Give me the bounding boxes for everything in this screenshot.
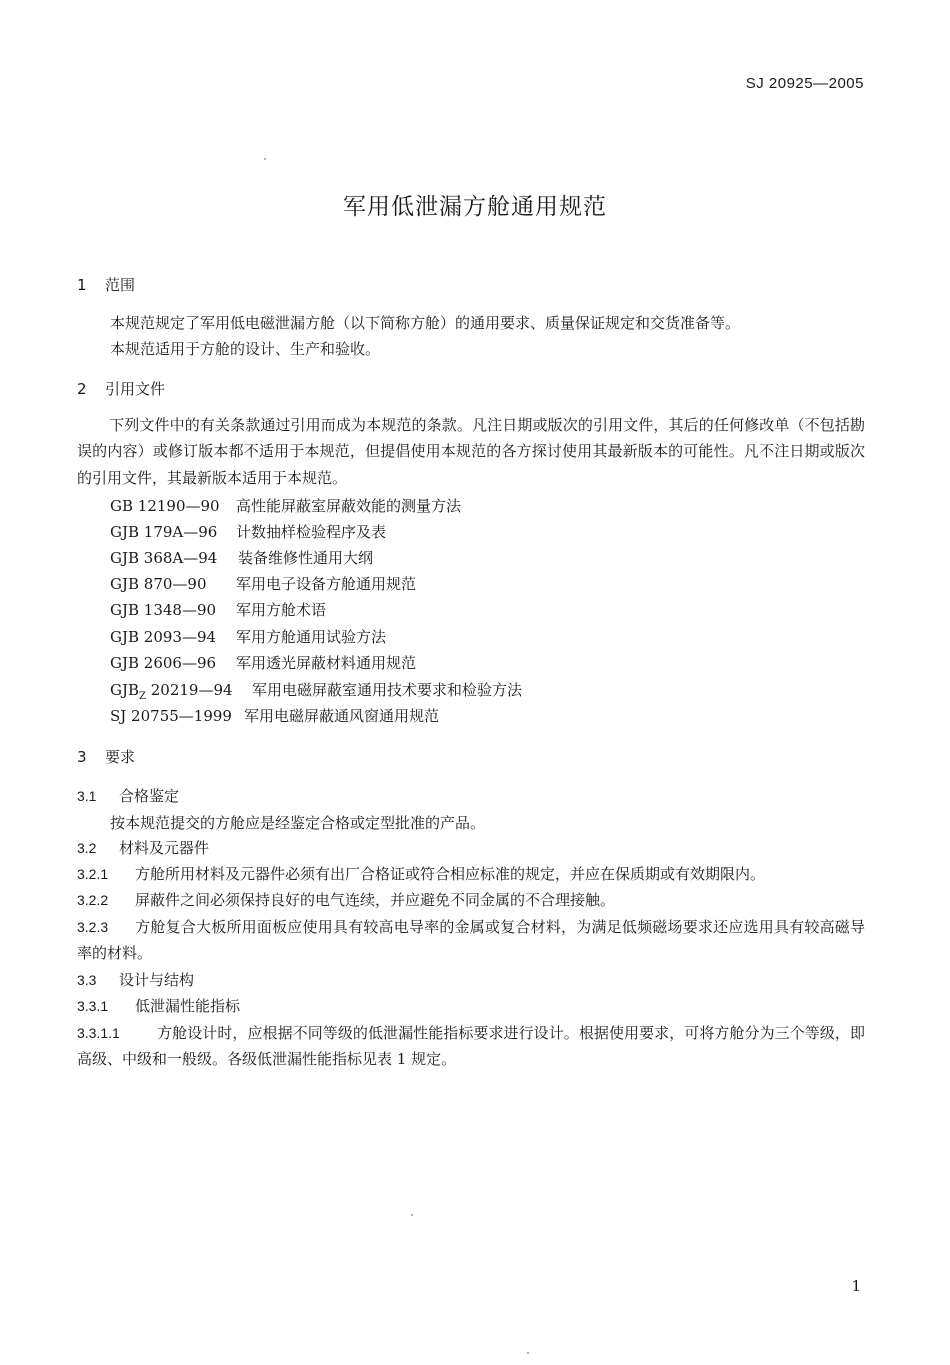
section-number: 3 bbox=[77, 748, 87, 766]
reference-item bbox=[110, 599, 326, 620]
reference-item bbox=[110, 652, 416, 673]
clause-3-2-3 bbox=[77, 914, 865, 967]
clause-3-2-2 bbox=[77, 889, 615, 910]
page-number: 1 bbox=[851, 1277, 861, 1295]
reference-code: GJB 870—90 bbox=[110, 575, 207, 593]
reference-item bbox=[110, 626, 386, 647]
section-title: 设计与结构 bbox=[119, 971, 195, 989]
section-3-heading bbox=[77, 746, 135, 767]
section-number: 2 bbox=[77, 380, 87, 398]
clause-number: 3.2.3 bbox=[77, 919, 109, 935]
section-3-2-heading bbox=[77, 837, 209, 858]
section-title: 要求 bbox=[105, 748, 136, 766]
section-number: 3.2 bbox=[77, 840, 97, 856]
reference-code: $GJB_Z$ 20219—94 bbox=[110, 681, 233, 702]
section-number: 3.3 bbox=[77, 972, 97, 988]
reference-item bbox=[110, 495, 461, 516]
clause-text: 方舱所用材料及元器件必须有出厂合格证或符合相应标准的规定，并应在保质期或有效期限内。 bbox=[135, 865, 766, 883]
reference-title: 军用透光屏蔽材料通用规范 bbox=[236, 654, 417, 672]
reference-code: GJB 2606—96 bbox=[110, 654, 217, 672]
references-text: 下列文件中的有关条款通过引用而成为本规范的条款。凡注日期或版次的引用文件，其后的任何修改单（不包括勘误的内容）或修订版本都不适用于本规范，但提倡使用本规范的各方探讨使用其最新版本的可能性。凡不注日期或版次的引用文件，其最新版本适用于本规范。 bbox=[77, 416, 865, 487]
reference-title: 装备维修性通用大纲 bbox=[238, 549, 374, 567]
clause-3-2-1 bbox=[77, 863, 765, 884]
reference-item bbox=[110, 705, 439, 726]
section-title: 低泄漏性能指标 bbox=[135, 997, 241, 1015]
reference-item bbox=[110, 573, 416, 594]
qualification-paragraph: 按本规范提交的方舱应是经鉴定合格或定型批准的产品。 bbox=[110, 814, 486, 832]
references-paragraph bbox=[77, 412, 865, 491]
clause-text: 方舱复合大板所用面板应使用具有较高电导率的金属或复合材料，为满足低频磁场要求还应选用具有较高磁导率的材料。 bbox=[77, 918, 865, 963]
section-3-3-heading bbox=[77, 969, 194, 990]
reference-title: 军用电磁屏蔽室通用技术要求和检验方法 bbox=[252, 681, 523, 699]
section-number: 3.1 bbox=[77, 788, 97, 804]
scope-paragraph-1: 本规范规定了军用低电磁泄漏方舱（以下简称方舱）的通用要求、质量保证规定和交货准备等。 bbox=[110, 314, 741, 332]
section-title: 范围 bbox=[105, 276, 136, 294]
clause-text: 屏蔽件之间必须保持良好的电气连续，并应避免不同金属的不合理接触。 bbox=[135, 891, 616, 909]
section-3-1-heading bbox=[77, 785, 179, 806]
reference-item bbox=[110, 547, 373, 568]
scan-speck bbox=[527, 1352, 529, 1354]
scan-speck bbox=[411, 1214, 413, 1216]
reference-code: GB 12190—90 bbox=[110, 497, 220, 515]
scope-paragraph-2: 本规范适用于方舱的设计、生产和验收。 bbox=[110, 340, 381, 358]
scan-speck bbox=[264, 158, 266, 160]
reference-code: GJB 179A—96 bbox=[110, 523, 218, 541]
reference-title: 军用方舱通用试验方法 bbox=[236, 628, 387, 646]
reference-title: 军用方舱术语 bbox=[236, 601, 327, 619]
section-3-3-1-heading bbox=[77, 995, 240, 1016]
reference-title: 军用电磁屏蔽通风窗通用规范 bbox=[244, 707, 440, 725]
reference-title: 军用电子设备方舱通用规范 bbox=[236, 575, 417, 593]
clause-number: 3.2.1 bbox=[77, 866, 109, 882]
document-title: 军用低泄漏方舱通用规范 bbox=[343, 194, 607, 220]
reference-item bbox=[110, 521, 386, 542]
reference-item bbox=[110, 679, 522, 702]
reference-code: GJB 2093—94 bbox=[110, 628, 217, 646]
section-number: 1 bbox=[77, 276, 87, 294]
clause-3-3-1-1 bbox=[77, 1020, 865, 1073]
section-1-heading bbox=[77, 274, 135, 295]
section-2-heading bbox=[77, 378, 165, 399]
reference-code: SJ 20755—1999 bbox=[110, 707, 232, 725]
document-code: SJ 20925—2005 bbox=[745, 75, 864, 92]
section-title: 引用文件 bbox=[105, 380, 166, 398]
reference-title: 高性能屏蔽室屏蔽效能的测量方法 bbox=[236, 497, 462, 515]
section-title: 合格鉴定 bbox=[119, 787, 180, 805]
clause-number: 3.2.2 bbox=[77, 892, 109, 908]
reference-code: GJB 1348—90 bbox=[110, 601, 217, 619]
clause-number: 3.3.1.1 bbox=[77, 1025, 120, 1041]
section-title: 材料及元器件 bbox=[119, 839, 210, 857]
reference-title: 计数抽样检验程序及表 bbox=[236, 523, 387, 541]
reference-code: GJB 368A—94 bbox=[110, 549, 218, 567]
section-number: 3.3.1 bbox=[77, 998, 109, 1014]
clause-text: 方舱设计时，应根据不同等级的低泄漏性能指标要求进行设计。根据使用要求，可将方舱分为三个等级，即高级、中级和一般级。各级低泄漏性能指标见表 1 规定。 bbox=[77, 1024, 865, 1069]
